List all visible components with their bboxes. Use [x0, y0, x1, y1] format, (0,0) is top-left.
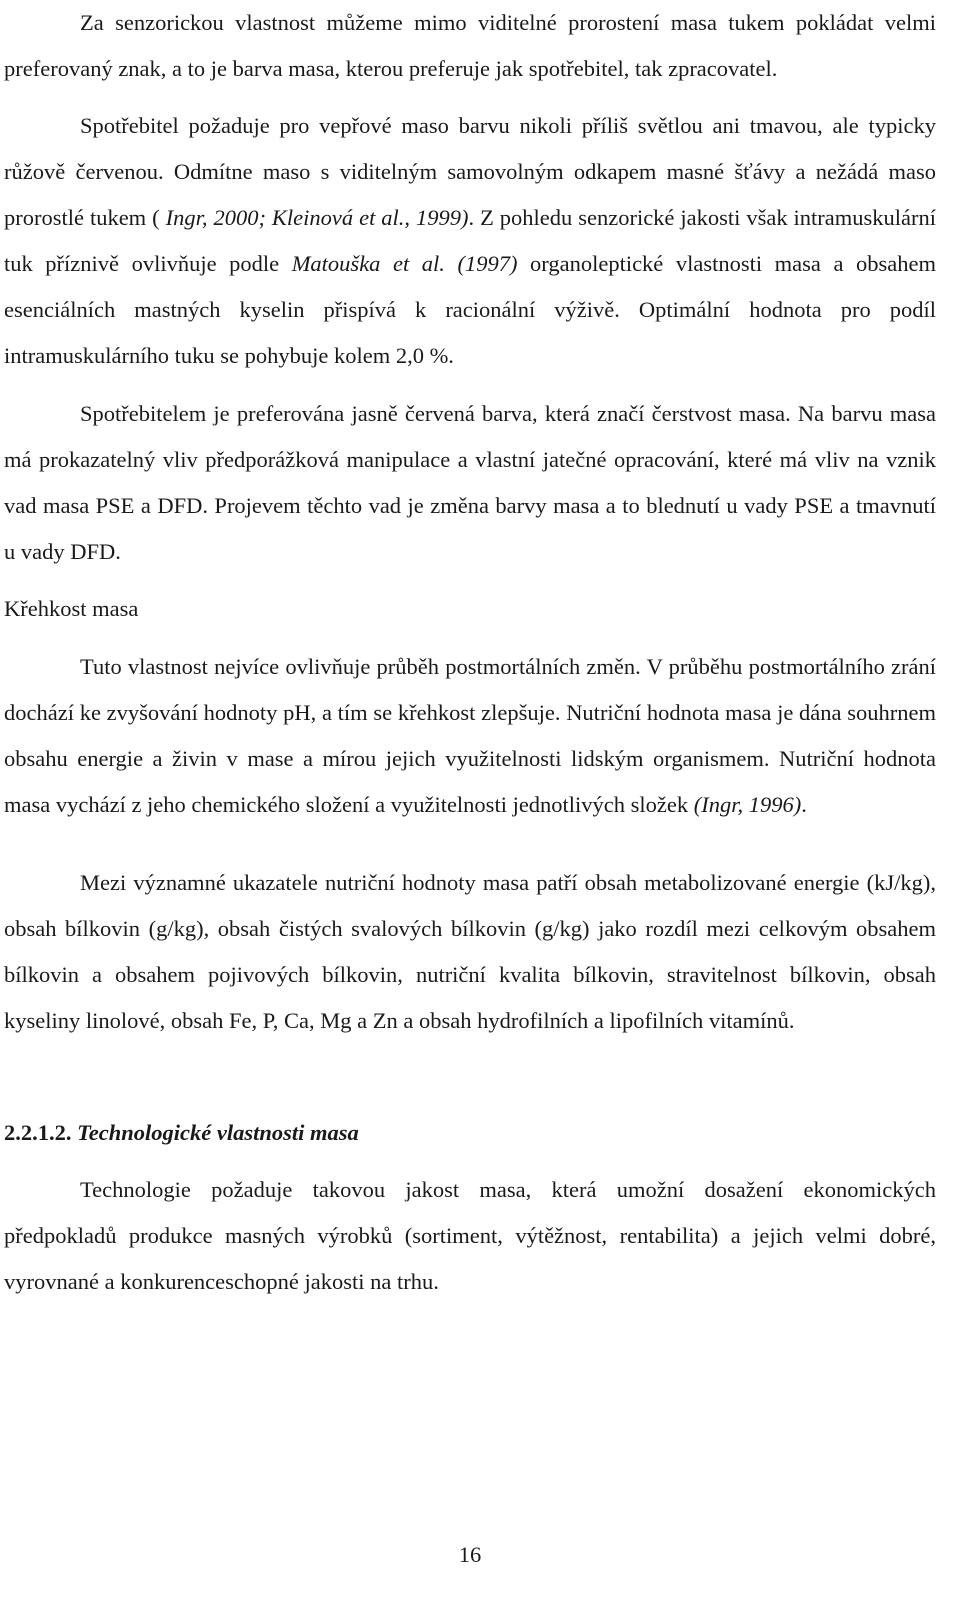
paragraph-text: . Z pohledu senzorické jakosti však intramuskulární tuk příznivě ovlivňuje podle — [4, 205, 936, 276]
paragraph-tenderness — [4, 644, 936, 828]
section-title: Technologické vlastnosti masa — [77, 1120, 359, 1145]
paragraph-text: Spotřebitelem je preferována jasně červená barva, která značí čerstvost masa. Na barvu masa má prokazatelný vliv předporážková manipulace a vlastní jatečné opracování, které má vliv na vznik vad masa PSE a DFD. Projevem těchto vad je změna barvy masa a to blednutí u vady PSE a tmavnutí u vady DFD. — [4, 401, 936, 564]
paragraph-text: . — [801, 792, 807, 817]
citation: Ingr, 2000; Kleinová et al., 1999) — [159, 205, 469, 230]
section-number: 2.2.1.2. — [4, 1120, 78, 1145]
paragraph-nutrition — [4, 860, 936, 1044]
paragraph-text: Tuto vlastnost nejvíce ovlivňuje průběh postmortálních změn. V průběhu postmortálního zrání dochází ke zvyšování hodnoty pH, a tím se křehkost zlepšuje. Nutriční hodnota masa je dána souhrnem obsahu energie a živin v mase a mírou jejich využitelnosti lidským organismem. Nutriční hodnota masa vychází z jeho chemického složení a využitelnosti jednotlivých složek — [4, 654, 936, 817]
paragraph-text: Spotřebitel požaduje pro vepřové maso barvu nikoli příliš světlou ani tmavou, ale typicky růžově červenou. Odmítne maso s viditelným samovolným odkapem masné šťávy a nežádá maso prorostlé tukem ( — [4, 113, 936, 230]
citation: Matouška et al. (1997) — [291, 251, 518, 276]
paragraph-color — [4, 391, 936, 575]
citation: (Ingr, 1996) — [693, 792, 802, 817]
paragraph-text: Mezi významné ukazatele nutriční hodnoty masa patří obsah metabolizované energie (kJ/kg), obsah bílkovin (g/kg), obsah čistých svalových bílkovin (g/kg) jako rozdíl mezi celkovým obsahem bílkovin a obsahem pojivových bílkovin, nutriční kvalita bílkovin, stravitelnost bílkovin, obsah kyseliny linolové, obsah Fe, P, Ca, Mg a Zn a obsah hydrofilních a lipofilních vitamínů. — [4, 870, 936, 1033]
document-page — [4, 0, 936, 1567]
paragraph-text: organoleptické vlastnosti masa a obsahem esenciálních mastných kyselin přispívá k racionální výživě. Optimální hodnota pro podíl intramuskulárního tuku se pohybuje kolem 2,0 %. — [4, 251, 936, 368]
page-number: 16 — [458, 1542, 482, 1567]
section-heading-tenderness: Křehkost masa — [4, 596, 139, 621]
paragraph-text: Technologie požaduje takovou jakost masa, která umožní dosažení ekonomických předpokladů produkce masných výrobků (sortiment, výtěžnost, rentabilita) a jejich velmi dobré, vyrovnané a konkurenceschopné jakosti na trhu. — [4, 1177, 936, 1294]
section-heading-technological — [4, 1110, 936, 1156]
paragraph-sensory — [4, 0, 936, 92]
paragraph-consumer — [4, 103, 936, 379]
paragraph-technology — [4, 1167, 936, 1305]
paragraph-text: Za senzorickou vlastnost můžeme mimo viditelné prorostení masa tukem pokládat velmi preferovaný znak, a to je barva masa, kterou preferuje jak spotřebitel, tak zpracovatel. — [4, 10, 936, 81]
